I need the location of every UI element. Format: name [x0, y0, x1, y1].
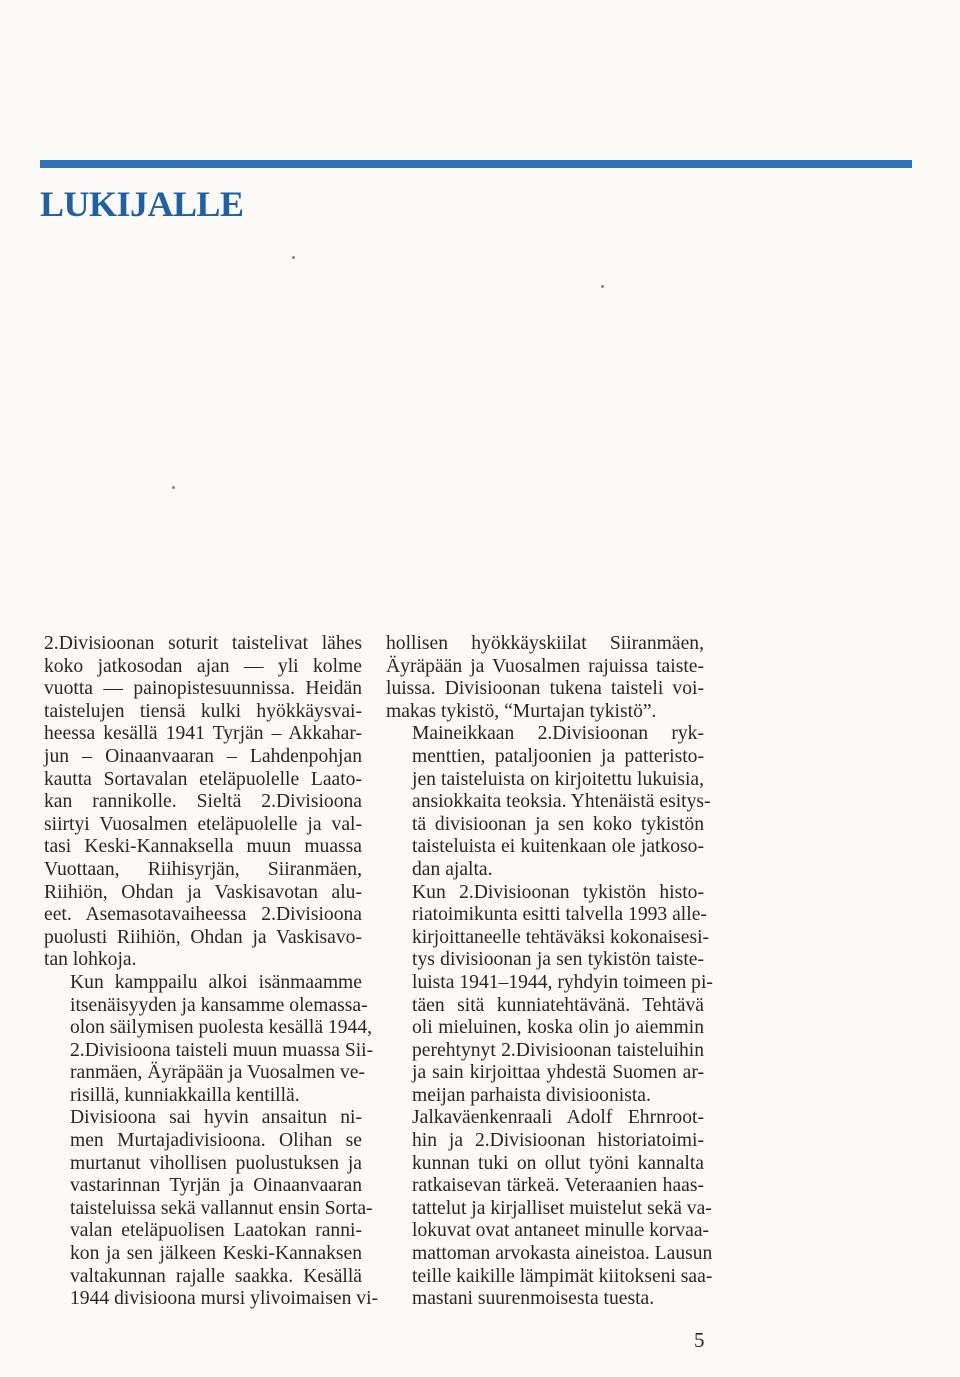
text-line: makas tykistö, “Murtajan tykistö”. — [386, 700, 657, 722]
text-line: jun – Oinaanvaaran – Lahdenpohjan — [44, 745, 362, 767]
paragraph — [386, 881, 713, 1108]
text-line: kon ja sen jälkeen Keski-Kannaksen — [70, 1243, 362, 1265]
text-column-right — [386, 633, 713, 1311]
text-line: tys divisioonan ja sen tykistön taiste- — [412, 949, 704, 971]
text-line: 1944 divisioona mursi ylivoimaisen vi- — [70, 1288, 379, 1310]
text-line: perehtynyt 2.Divisioonan taisteluihin — [412, 1039, 704, 1061]
text-line: 2.Divisioonan soturit taistelivat lähes — [44, 633, 362, 654]
page-number: 5 — [694, 1328, 705, 1352]
print-speck — [172, 486, 175, 489]
paragraph — [44, 633, 362, 972]
text-line: vastarinnan Tyrjän ja Oinaanvaaran — [70, 1175, 362, 1197]
text-line: vuotta — painopistesuunnissa. Heidän — [44, 678, 362, 700]
text-line: men Murtajadivisioona. Olihan se — [70, 1130, 362, 1152]
text-line: heessa kesällä 1941 Tyrjän – Akkahar- — [44, 723, 362, 745]
print-speck — [601, 285, 604, 288]
paragraph — [44, 1107, 379, 1310]
page-title: LUKIJALLE — [40, 184, 244, 224]
text-line: taisteluista ei kuitenkaan ole jatkoso- — [412, 836, 704, 858]
text-line: jen taisteluista on kirjoitettu lukuisia, — [412, 768, 704, 790]
text-line: risillä, kunniakkailla kentillä. — [70, 1084, 300, 1106]
text-line: lokuvat ovat antaneet minulle korvaa- — [412, 1220, 710, 1242]
text-line: eet. Asemasotavaiheessa 2.Divisioona — [44, 904, 362, 926]
text-line: tattelut ja kirjalliset muistelut sekä va- — [412, 1197, 712, 1219]
text-line: oli mieluinen, koska olin jo aiemmin — [412, 1017, 704, 1039]
text-line: ja sain kirjoittaa yhdestä Suomen ar- — [412, 1062, 704, 1084]
text-line: mattoman arvokasta aineistoa. Lausun — [412, 1243, 713, 1265]
text-line: teille kaikille lämpimät kiitokseni saa- — [412, 1265, 713, 1287]
text-line: kirjoittaneelle tehtäväksi kokonaisesi- — [412, 926, 710, 948]
header-rule — [40, 160, 912, 168]
text-line: mastani suurenmoisesta tuesta. — [412, 1288, 655, 1310]
text-line: hin ja 2.Divisioonan historiatoimi- — [412, 1130, 704, 1152]
text-line: valan eteläpuolisen Laatokan ranni- — [70, 1220, 362, 1242]
text-line: murtanut vihollisen puolustuksen ja — [70, 1152, 362, 1174]
text-line: ranmäen, Äyräpään ja Vuosalmen ve- — [70, 1062, 365, 1084]
text-line: koko jatkosodan ajan — yli kolme — [44, 655, 362, 677]
text-line: Äyräpään ja Vuosalmen rajuissa taiste- — [386, 655, 704, 677]
text-line: Riihiön, Ohdan ja Vaskisavotan alu- — [44, 881, 362, 903]
text-line: valtakunnan rajalle saakka. Kesällä — [70, 1265, 362, 1287]
text-line: hollisen hyökkäyskiilat Siiranmäen, — [386, 633, 704, 654]
text-line: Divisioona sai hyvin ansaitun ni- — [70, 1107, 362, 1129]
print-speck — [292, 256, 295, 259]
text-line: menttien, pataljoonien ja patteristo- — [412, 745, 704, 767]
text-line: tä divisioonan ja sen koko tykistön — [412, 813, 704, 835]
text-line: meijan parhaista divisioonista. — [412, 1084, 651, 1106]
text-line: kan rannikolle. Sieltä 2.Divisioona — [44, 791, 362, 813]
paragraph — [386, 1107, 713, 1310]
text-line: ratkaisevan tärkeä. Veteraanien haas- — [412, 1175, 704, 1197]
text-line: taistelujen tiensä kulki hyökkäysvai- — [44, 700, 362, 722]
text-line: tan lohkoja. — [44, 949, 137, 971]
text-line: olon säilymisen puolesta kesällä 1944, — [70, 1017, 373, 1039]
paragraph — [44, 971, 374, 1108]
text-line: riatoimikunta esitti talvella 1993 alle- — [412, 904, 707, 926]
text-line: Kun 2.Divisioonan tykistön histo- — [412, 881, 704, 903]
paragraph — [386, 633, 704, 723]
text-line: Kun kamppailu alkoi isänmaamme — [70, 971, 362, 993]
text-line: siirtyi Vuosalmen eteläpuolelle ja val- — [44, 813, 362, 835]
text-line: Jalkaväenkenraali Adolf Ehrnroot- — [412, 1107, 704, 1129]
text-line: ansiokkaita teoksia. Yhtenäistä esitys- — [412, 791, 711, 813]
text-line: taisteluissa sekä vallannut ensin Sorta- — [70, 1197, 373, 1219]
text-line: puolusti Riihiön, Ohdan ja Vaskisavo- — [44, 926, 362, 948]
text-line: itsenäisyyden ja kansamme olemassa- — [70, 994, 368, 1016]
text-column-left — [44, 633, 379, 1311]
paragraph — [386, 723, 711, 881]
text-line: luissa. Divisioonan tukena taisteli voi- — [386, 678, 704, 700]
text-line: Maineikkaan 2.Divisioonan ryk- — [412, 723, 704, 745]
text-line: kunnan tuki on ollut työni kannalta — [412, 1152, 704, 1174]
text-line: dan ajalta. — [412, 858, 493, 880]
text-line: täen sitä kunniatehtävänä. Tehtävä — [412, 994, 704, 1016]
text-line: Vuottaan, Riihisyrjän, Siiranmäen, — [44, 858, 362, 880]
text-line: kautta Sortavalan eteläpuolelle Laato- — [44, 768, 362, 790]
text-line: luista 1941–1944, ryhdyin toimeen pi- — [412, 971, 713, 993]
text-line: 2.Divisioona taisteli muun muassa Sii- — [70, 1039, 374, 1061]
text-line: tasi Keski-Kannaksella muun muassa — [44, 836, 362, 858]
